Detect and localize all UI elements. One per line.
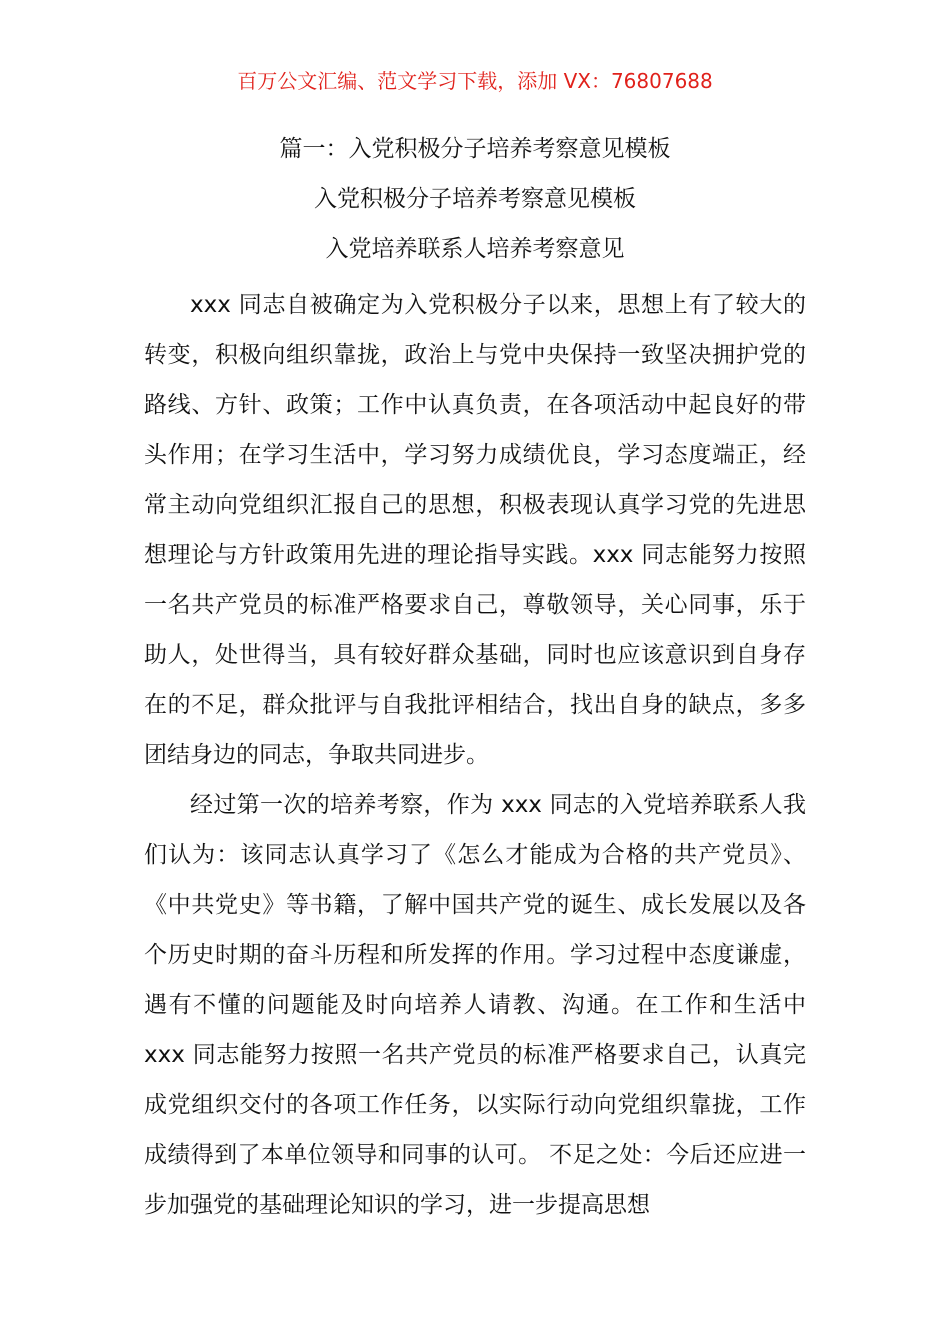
body-paragraph-1: xxx 同志自被确定为入党积极分子以来，思想上有了较大的转变，积极向组织靠拢，政治上与党中央保持一致坚决拥护党的路线、方针、政策；工作中认真负责，在各项活动中起良好的带头作用；在学习生活中，学习努力成绩优良，学习态度端正，经常主动向党组织汇报自己的思想，积极表现认真学习党的先进思想理论与方针政策用先进的理论指导实践。xxx 同志能努力按照一名共产党员的标准严格要求自己，尊敬领导，关心同事，乐于助人，处世得当，具有较好群众基础，同时也应该意识到自身存在的不足，群众批评与自我批评相结合，找出自身的缺点，多多团结身边的同志，争取共同进步。 bbox=[144, 292, 806, 768]
section-heading: 篇一：入党积极分子培养考察意见模板 bbox=[279, 136, 671, 162]
body-paragraph-2: 经过第一次的培养考察，作为 xxx 同志的入党培养联系人我们认为：该同志认真学习了《怎么才能成为合格的共产党员》、《中共党史》等书籍，了解中国共产党的诞生、成长发展以及各个历史时期的奋斗历程和所发挥的作用。学习过程中态度谦虚，遇有不懂的问题能及时向培养人请教、沟通。在工作和生活中 xxx 同志能努力按照一名共产党员的标准严格要求自己，认真完成党组织交付的各项工作任务，以实际行动向党组织靠拢，工作成绩得到了本单位领导和同事的认可。 不足之处：今后还应进一步加强党的基础理论知识的学习，进一步提高思想 bbox=[144, 792, 806, 1218]
document-subtitle: 入党培养联系人培养考察意见 bbox=[325, 236, 625, 262]
header-banner: 百万公文汇编、范文学习下载，添加 VX：76807688 bbox=[237, 69, 713, 93]
document-title: 入党积极分子培养考察意见模板 bbox=[314, 186, 636, 212]
document-body bbox=[144, 280, 806, 1230]
